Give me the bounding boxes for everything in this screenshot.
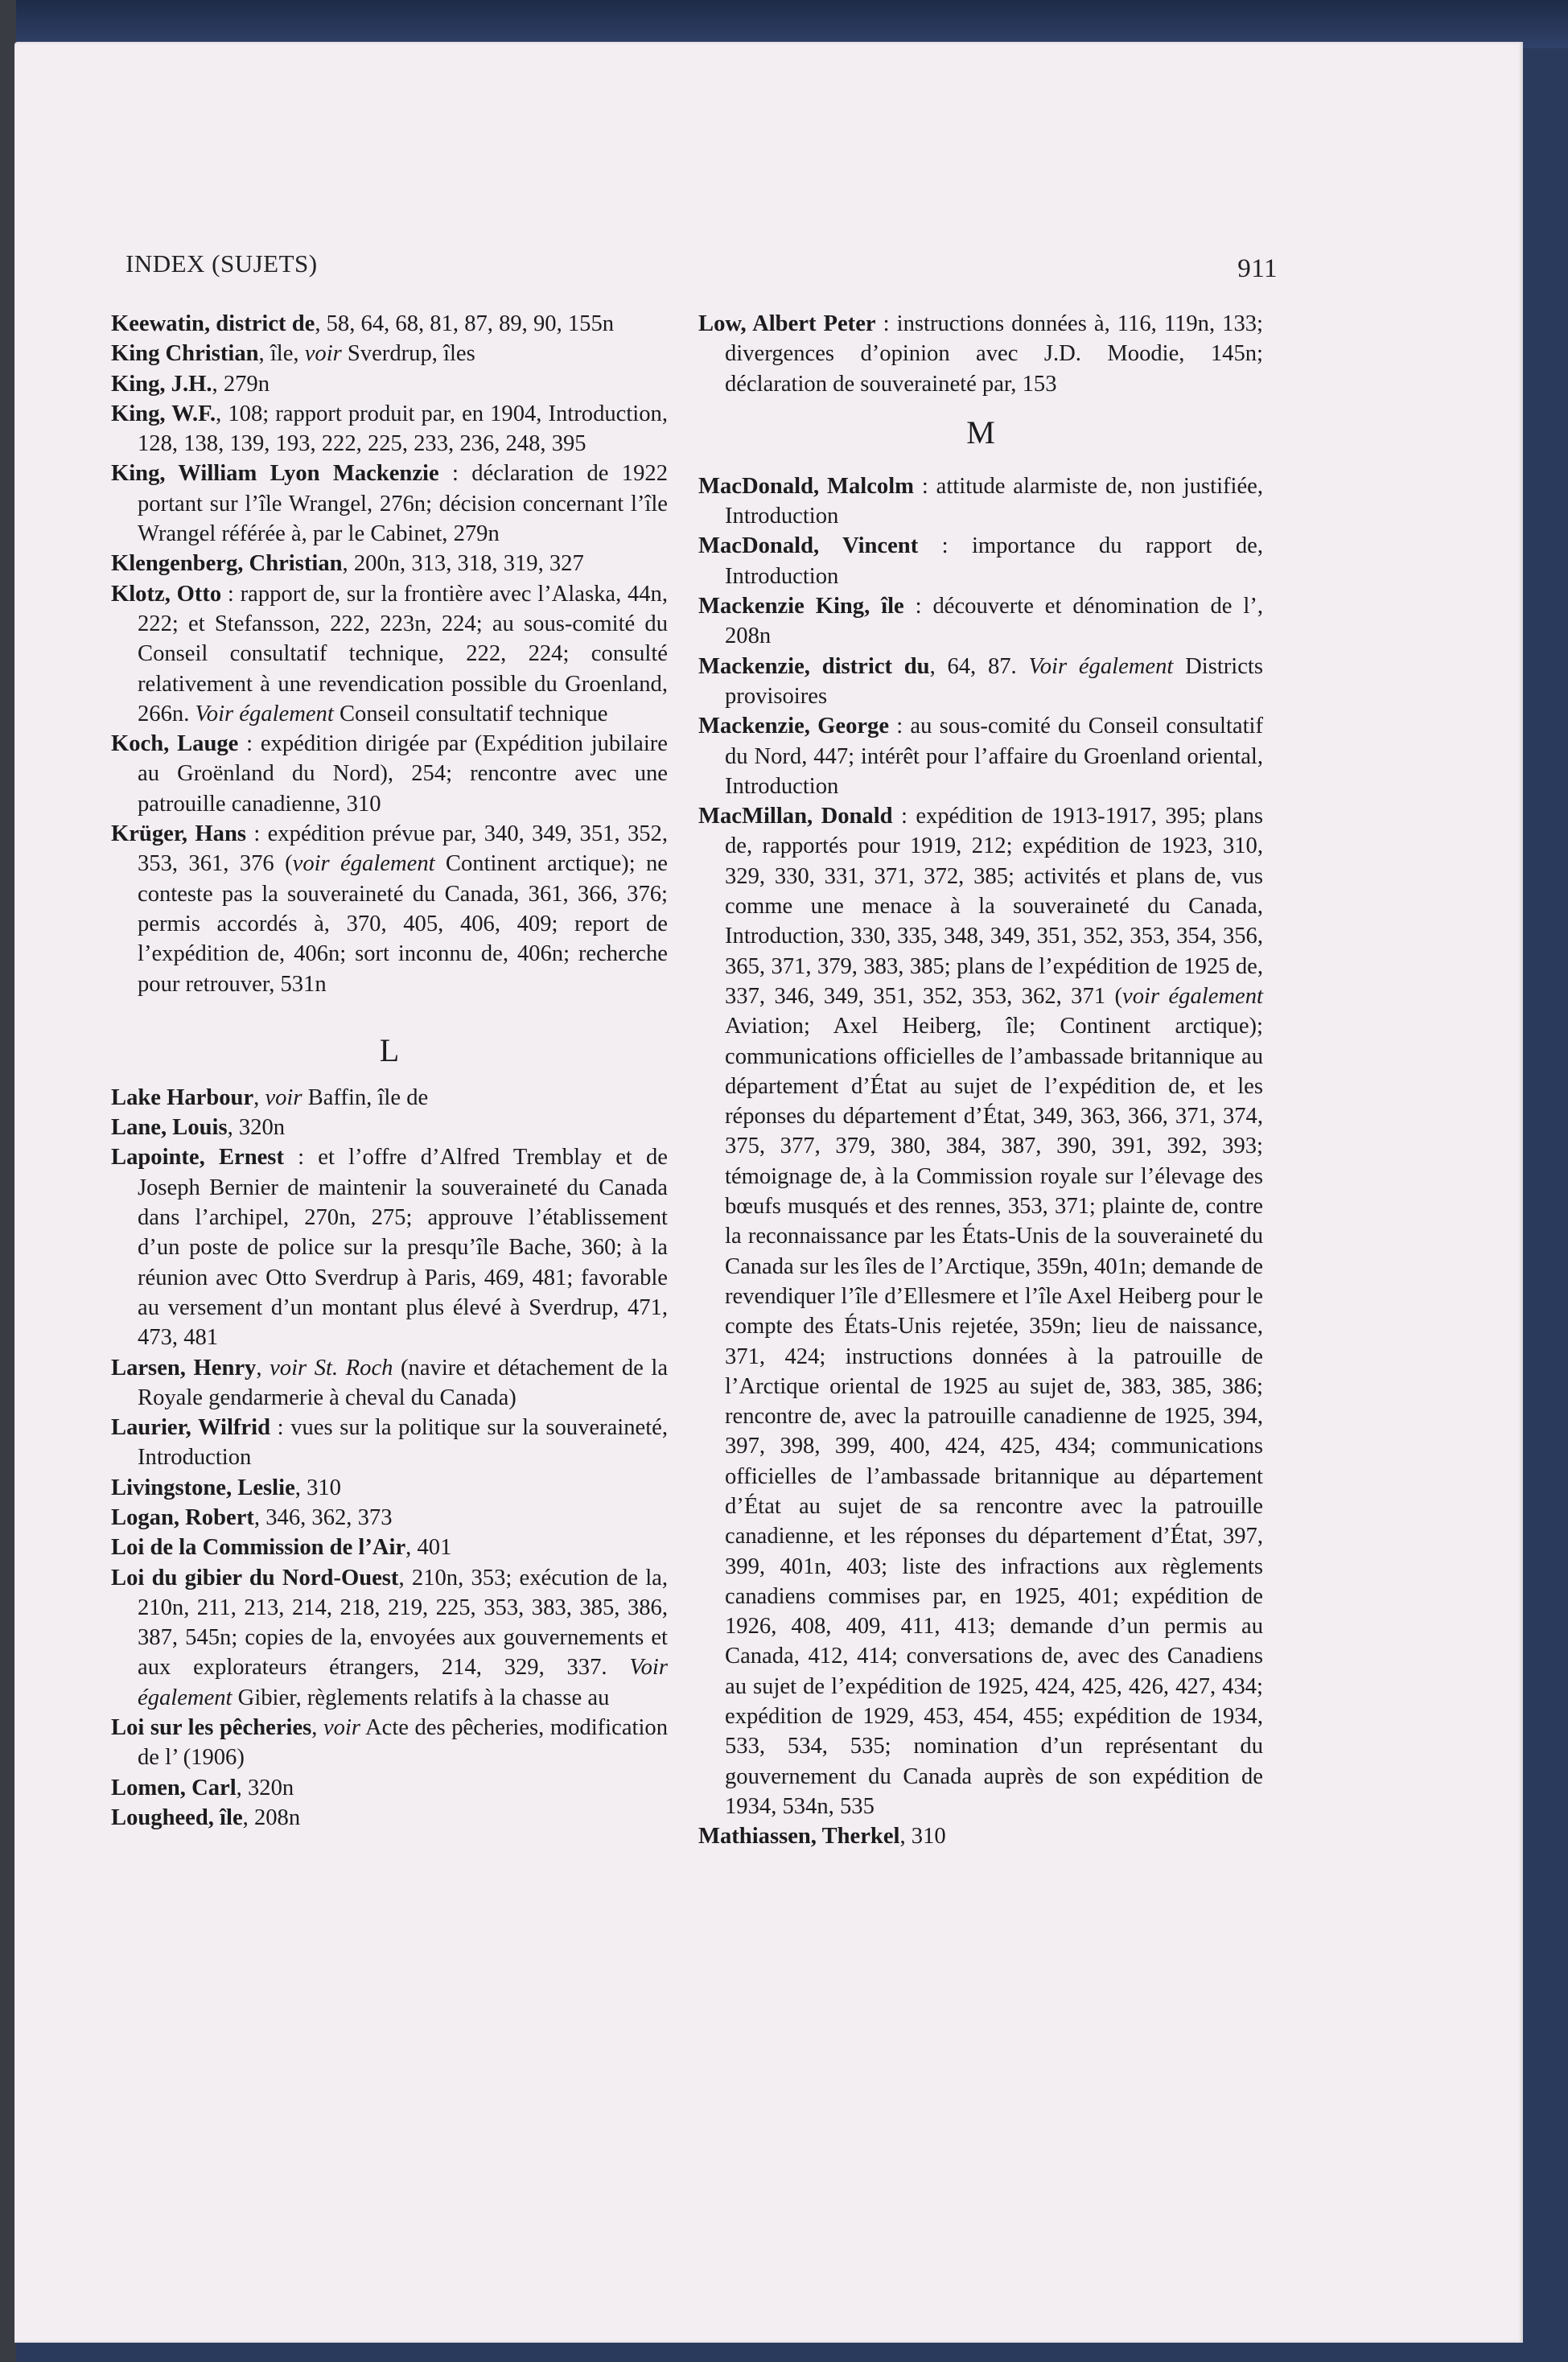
- index-entry: [111, 549, 668, 578]
- index-entry-heading: Lane, Louis: [111, 1115, 228, 1141]
- index-entry-locators: , 279n: [212, 371, 270, 397]
- index-entry: [698, 531, 1263, 591]
- index-entry-locators: : attitude alarmiste de, non justifiée, Introduction: [725, 473, 1264, 529]
- index-entry: [111, 369, 668, 399]
- index-entry-locators: , 58, 64, 68, 81, 87, 89, 90, 155n: [315, 311, 615, 336]
- index-entry-locators: : au sous-comité du Conseil consultatif du Nord, 447; intérêt pour l’affaire du Groenland oriental, Introduction: [725, 714, 1263, 799]
- index-entry-locators: , voir Baffin, île de: [253, 1084, 429, 1110]
- index-entry: [111, 459, 668, 549]
- index-entry-locators: : expédition de 1913-1917, 395; plans de, rapportés pour 1919, 212; expédition de 1923, 310, 329, 330, 331, 371, 372, 385; activités et plans de, vus comme une menace à la souveraineté du Canada, Introduction, 330, 335, 348, 349, 351, 352, 353, 354, 356, 365, 371, 379, 383, 385; plans de l’expédition de 1925 de, 337, 346, 349, 351, 352, 353, 362, 371 (voir également Aviation; Axel Heiberg, île; Continent arctique); communications officielles de l’ambassade britannique au département d’État au sujet de l’expédition de, et les réponses du département d’État, 349, 363, 366, 371, 374, 375, 377, 379, 380, 384, 387, 390, 391, 392, 393; témoignage de, à la Commission royale sur l’élevage des bœufs musqués et des rennes, 353, 371; plainte de, contre la reconnaissance par les États-Unis de la souveraineté du Canada sur les îles de l’Arctique, 359n, 401n; demande de revendiquer l’île d’Ellesmere et l’île Axel Heiberg pour le compte des États-Unis rejetée, 359n; lieu de naissance, 371, 424; instructions données à la patrouille de l’Arctique oriental de 1925 au sujet de, 383, 385, 386; rencontre de, avec la patrouille canadienne de 1925, 394, 397, 398, 399, 400, 424, 425, 434; communications officielles de l’ambassade britannique au département d’État au sujet de sa rencontre avec la patrouille canadienne, et les réponses du département d’État, 397, 399, 401n, 403; liste des infractions aux règlements canadiens commises par, en 1925, 401; expédition de 1926, 408, 409, 411, 413; demande d’un permis au Canada, 412, 414; conversations de, avec des Canadiens au sujet de l’expédition de 1925, 424, 425, 426, 427, 434; expédition de 1929, 453, 454, 455; expédition de 1934, 533, 534, 535; nomination d’un représentant du gouvernement du Canada auprès de son expédition de 1934, 534n, 535: [725, 804, 1263, 1819]
- index-entry: [111, 1083, 668, 1113]
- index-entry-heading: Low, Albert Peter: [698, 311, 876, 336]
- index-entry-heading: Logan, Robert: [111, 1504, 254, 1530]
- book-spine-edge: [0, 0, 16, 2362]
- index-entry: [698, 471, 1263, 532]
- index-entry-locators: , 108; rapport produit par, en 1904, Introduction, 128, 138, 139, 193, 222, 225, 233, 236, 248, 395: [138, 401, 668, 457]
- page-number: 911: [1237, 254, 1278, 283]
- index-entry-locators: : expédition dirigée par (Expédition jubilaire au Groënland du Nord), 254; rencontre avec une patrouille canadienne, 310: [138, 731, 668, 817]
- index-entry-locators: , 64, 87. Voir également Districts provisoires: [725, 653, 1263, 709]
- index-entry-heading: Lake Harbour: [111, 1084, 254, 1110]
- index-entry-locators: : vues sur la politique sur la souveraineté, Introduction: [138, 1415, 668, 1471]
- index-entry-locators: , 346, 362, 373: [253, 1504, 393, 1530]
- index-entry-locators: , 208n: [242, 1804, 301, 1830]
- index-entry-locators: : expédition prévue par, 340, 349, 351, 352, 353, 361, 376 (voir également Continent arctique); ne conteste pas la souveraineté du Canada, 361, 366, 376; permis accordés à, 370, 405, 406, 409; report de l’expédition de, 406n; sort inconnu de, 406n; recherche pour retrouver, 531n: [138, 821, 669, 997]
- index-entry: [111, 309, 668, 339]
- index-entry: [111, 1563, 668, 1713]
- index-entry: [111, 1803, 668, 1833]
- index-entry-heading: King, William Lyon Mackenzie: [111, 461, 439, 487]
- index-entry: [698, 1821, 1263, 1851]
- index-entry: [111, 1533, 668, 1562]
- index-entry-heading: MacMillan, Donald: [698, 804, 893, 829]
- index-entry: [698, 652, 1263, 712]
- index-entry: [111, 1142, 668, 1352]
- index-entry-heading: Mathiassen, Therkel: [698, 1824, 900, 1850]
- index-entry: [111, 1113, 668, 1142]
- index-entry-locators: , voir Acte des pêcheries, modification de l’ (1906): [138, 1715, 668, 1771]
- index-entry-heading: King, W.F.: [111, 401, 216, 426]
- index-entry: [111, 1353, 668, 1413]
- index-entry-heading: Loi sur les pêcheries: [111, 1715, 312, 1741]
- index-entry-locators: : instructions données à, 116, 119n, 133; divergences d’opinion avec J.D. Moodie, 145n; déclaration de souveraineté par, 153: [725, 311, 1263, 397]
- index-entry-heading: Krüger, Hans: [111, 821, 246, 847]
- index-entry-locators: , 200n, 313, 318, 319, 327: [342, 551, 584, 577]
- index-entry-heading: Livingstone, Leslie: [111, 1475, 295, 1500]
- index-column-left: [111, 309, 668, 1833]
- index-entry: [111, 1503, 668, 1533]
- index-entry-heading: Klotz, Otto: [111, 581, 222, 607]
- index-entry-heading: Mackenzie, district du: [698, 653, 930, 679]
- index-entry: [111, 1773, 668, 1803]
- index-entry-heading: Lapointe, Ernest: [111, 1145, 284, 1171]
- index-entry-heading: Klengenberg, Christian: [111, 551, 343, 577]
- index-entry-heading: Loi du gibier du Nord-Ouest: [111, 1565, 399, 1590]
- index-entry-heading: Mackenzie King, île: [698, 594, 904, 619]
- index-entry-heading: Laurier, Wilfrid: [111, 1415, 270, 1441]
- index-column-right: [698, 309, 1263, 1852]
- index-entry-heading: Mackenzie, George: [698, 714, 890, 739]
- index-entry-locators: : rapport de, sur la frontière avec l’Alaska, 44n, 222; et Stefansson, 222, 223n, 224; au sous-comité du Conseil consultatif technique, 222, 224; consulté relativement à une revendication possible du Groenland, 266n. Voir également Conseil consultatif technique: [138, 581, 668, 726]
- index-entry-locators: , île, voir Sverdrup, îles: [258, 341, 475, 367]
- section-letter: L: [379, 1031, 400, 1068]
- index-entry-locators: , 401: [405, 1535, 452, 1561]
- index-entry-heading: Lomen, Carl: [111, 1775, 237, 1800]
- index-entry-heading: Loi de la Commission de l’Air: [111, 1535, 406, 1561]
- book-cover-edge: [0, 0, 1568, 48]
- index-entry-locators: , 310: [899, 1824, 946, 1850]
- index-entry: [111, 1713, 668, 1773]
- running-head-title: INDEX (SUJETS): [126, 249, 318, 278]
- index-entry: [111, 729, 668, 819]
- index-entry: [111, 1413, 668, 1473]
- section-letter: M: [966, 414, 995, 451]
- index-entry-locators: , 310: [294, 1475, 341, 1500]
- index-entry-heading: Koch, Lauge: [111, 731, 239, 757]
- index-entry-locators: : déclaration de 1922 portant sur l’île Wrangel, 276n; décision concernant l’île Wrangel référée à, par le Cabinet, 279n: [138, 461, 668, 547]
- index-entry: [111, 579, 668, 729]
- index-entry-locators: , 320n: [236, 1775, 294, 1800]
- index-entry: [111, 339, 668, 368]
- index-entry-locators: , voir St. Roch (navire et détachement de la Royale gendarmerie à cheval du Canada): [138, 1355, 669, 1410]
- index-entry-heading: King, J.H.: [111, 371, 212, 397]
- index-entry-locators: : importance du rapport de, Introduction: [725, 533, 1263, 589]
- index-entry-heading: King Christian: [111, 341, 259, 367]
- index-entry-locators: : et l’offre d’Alfred Tremblay et de Joseph Bernier de maintenir la souveraineté du Canada dans l’archipel, 270n, 275; approuve l’établissement d’un poste de police sur la presqu’île Bache, 360; à la réunion avec Otto Sverdrup à Paris, 469, 481; favorable au versement d’un montant plus élevé à Sverdrup, 471, 473, 481: [138, 1145, 668, 1351]
- index-entry: [698, 801, 1263, 1821]
- index-entry: [698, 309, 1263, 399]
- index-entry-heading: MacDonald, Malcolm: [698, 473, 914, 499]
- index-entry-heading: MacDonald, Vincent: [698, 533, 919, 559]
- index-entry-locators: : découverte et dénomination de l’, 208n: [725, 594, 1263, 649]
- index-entry: [111, 819, 668, 999]
- index-entry-locators: , 320n: [227, 1115, 286, 1141]
- index-entry-heading: Larsen, Henry: [111, 1355, 257, 1381]
- index-entry: [698, 711, 1263, 801]
- index-entry-heading: Lougheed, île: [111, 1804, 243, 1830]
- index-entry: [111, 1473, 668, 1503]
- index-entry-locators: , 210n, 353; exécution de la, 210n, 211, 213, 214, 218, 219, 225, 353, 383, 385, 386, 387, 545n; copies de la, envoyées aux gouvernements et aux explorateurs étrangers, 214, 329, 337. Voir également Gibier, règlements relatifs à la chasse au: [138, 1565, 668, 1710]
- index-entry-heading: Keewatin, district de: [111, 311, 315, 336]
- index-entry: [111, 399, 668, 459]
- index-entry: [698, 591, 1263, 652]
